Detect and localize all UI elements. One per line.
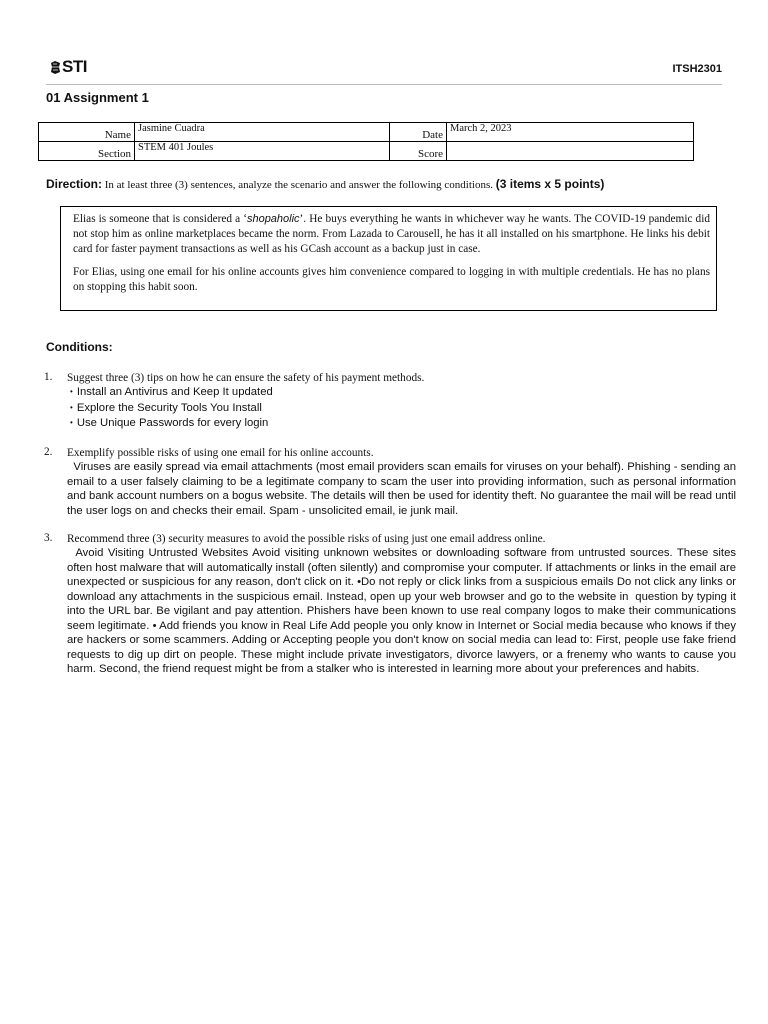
scenario-paragraph-2: For Elias, using one email for his online accounts gives him convenience compared to logging in with multiple credentials. He has no plans on stopping this habit soon. <box>73 266 710 293</box>
scenario-paragraph-1 <box>73 212 710 257</box>
info-row-name <box>39 123 694 142</box>
score-label: Score <box>390 142 447 161</box>
conditions-heading: Conditions: <box>46 340 113 354</box>
condition-item-2 <box>44 446 736 518</box>
student-info-table <box>38 122 694 161</box>
condition-item-1 <box>44 371 736 432</box>
score-value <box>447 142 694 161</box>
item-question: Exemplify possible risks of using one email for his online accounts. <box>67 447 374 459</box>
sti-logo <box>50 57 87 77</box>
info-row-section <box>39 142 694 161</box>
points-note: (3 items x 5 points) <box>495 177 605 191</box>
date-value: March 2, 2023 <box>447 123 694 142</box>
direction-text: In at least three (3) sentences, analyze the scenario and answer the following conditions. <box>102 179 496 191</box>
shopaholic-term: shopaholic <box>246 213 300 225</box>
header-divider <box>46 84 722 85</box>
item-number: 3. <box>44 532 53 544</box>
item-question: Suggest three (3) tips on how he can ensure the safety of his payment methods. <box>67 372 425 384</box>
item-number: 1. <box>44 371 53 383</box>
direction-line <box>46 177 726 191</box>
item-question: Recommend three (3) security measures to avoid the possible risks of using just one email address online. <box>67 533 546 545</box>
name-label: Name <box>39 123 135 142</box>
item-number: 2. <box>44 446 53 458</box>
section-value: STEM 401 Joules <box>135 142 390 161</box>
scenario-text-cont: ’. He buys everything he wants in whichever way he wants. The COVID-19 pandemic did not stop him as online marketplaces became the norm. From Lazada to Carousell, he has it all installed on his smartphone. He links his debit card for faster payment transactions as well as his GCash account as a backup just in case. <box>73 213 710 255</box>
logo-text: STI <box>62 57 87 76</box>
scenario-box <box>60 206 717 311</box>
section-label: Section <box>39 142 135 161</box>
name-value: Jasmine Cuadra <box>135 123 390 142</box>
course-code: ITSH2301 <box>672 63 722 75</box>
list-item: • Explore the Security Tools You Install <box>70 401 736 417</box>
payment-tips-list <box>70 385 736 432</box>
list-item: • Install an Antivirus and Keep It updated <box>70 385 736 401</box>
list-item: • Use Unique Passwords for every login <box>70 416 736 432</box>
direction-label: Direction: <box>46 177 103 191</box>
item-answer: Avoid Visiting Untrusted Websites Avoid visiting unknown websites or downloading software from untrusted sources. These sites often host malware that will automatically install (often silently) and compromise your computer. If attachments or links in the email are unexpected or suspicious for any reason, don't click on it. •Do not reply or click links from a suspicious emails Do not click any links or download any attachments in the suspicious email. Instead, open up your web browser and go to the website in question by typing it into the URL bar. Be vigilant and pay attention. Phishers have been known to use real company logos to make their communications seem legitimate. • Add friends you know in Real Life Add people you only know in Internet or Social media because who knows if they are hackers or some scammers. Adding or Accepting people you don't know on social media can lead to: First, people use fake friend requests to dig up dirt on people. These might include private investigators, divorce lawyers, or a frenemy who wants to cause you harm. Second, the friend request might be from a stalker who is interested in learning more about your preferences and habits. <box>67 547 736 675</box>
item-answer: Viruses are easily spread via email attachments (most email providers scan emails for viruses on your behalf). Phishing - sending an email to a user falsely claiming to be a legitimate company to scam the user into providing information, such as personal information and bank account numbers on a bogus website. The details will then be used for identity theft. No guarantee the mail will be read until the user logs on and checks their email. Spam - unsolicited email, ie junk mail. <box>67 461 736 517</box>
scenario-text: Elias is someone that is considered a ‘ <box>73 213 247 225</box>
condition-item-3 <box>44 532 736 677</box>
sti-globe-icon <box>50 61 61 74</box>
assignment-title: 01 Assignment 1 <box>46 90 149 105</box>
date-label: Date <box>390 123 447 142</box>
